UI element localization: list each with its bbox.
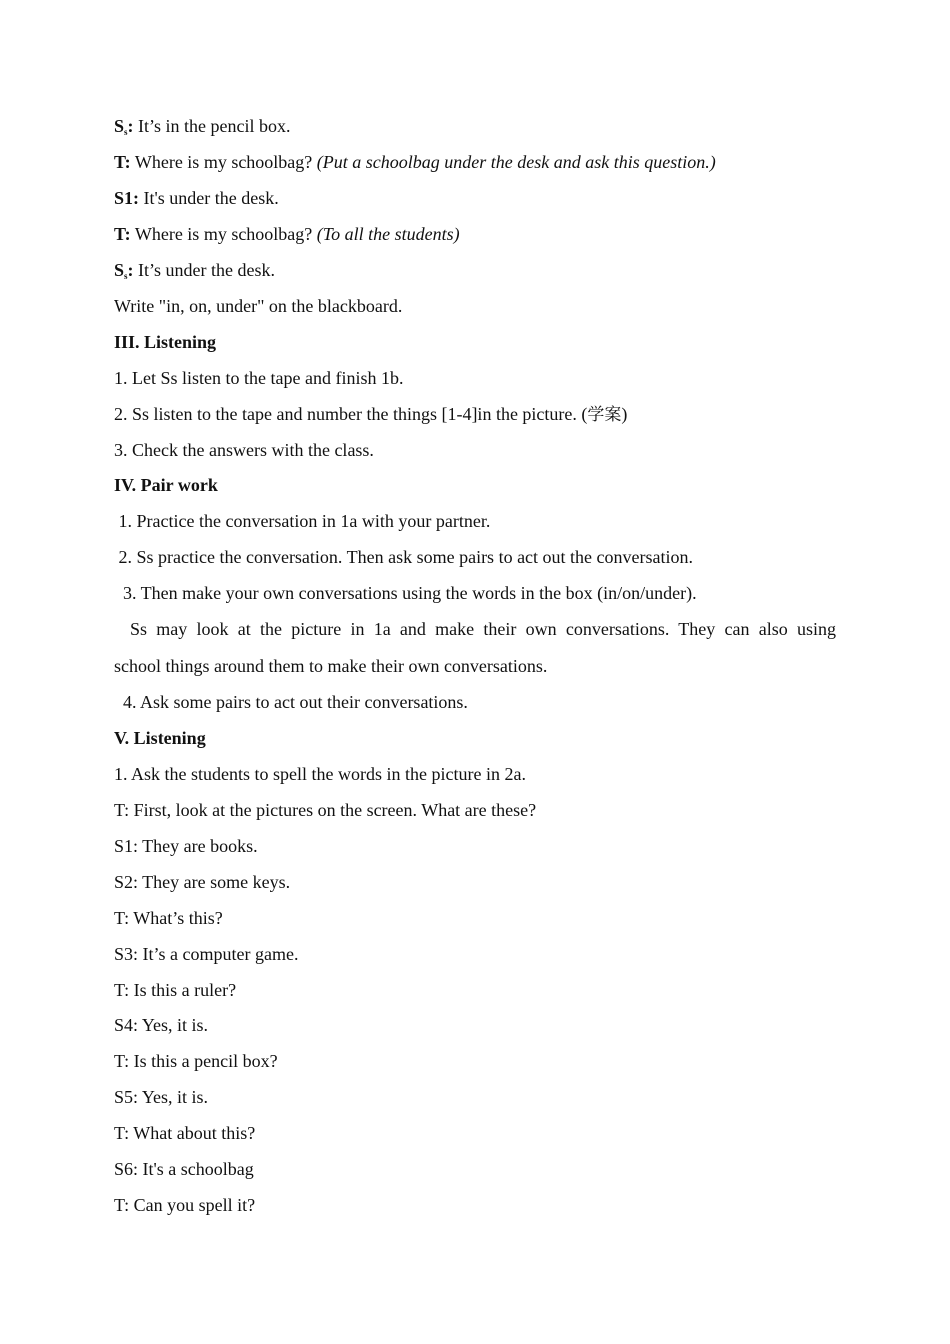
body-line: T: What’s this? (114, 908, 223, 928)
section-heading: III. Listening (114, 332, 217, 352)
body-line: 2. Ss practice the conversation. Then ask some pairs to act out the conversation. (114, 547, 694, 567)
body-line: 3. Then make your own conversations using the words in the box (in/on/under). (114, 583, 697, 603)
line-text: Where is my schoolbag? (130, 224, 317, 244)
body-line: S5: Yes, it is. (114, 1087, 209, 1107)
dialogue-line (114, 187, 836, 209)
body-line (114, 403, 836, 426)
dialogue-line (114, 151, 836, 173)
stage-direction: (To all the students) (316, 224, 460, 244)
body-line: S3: It’s a computer game. (114, 944, 299, 964)
body-line: T: Can you spell it? (114, 1195, 256, 1215)
body-line: Write "in, on, under" on the blackboard. (114, 296, 403, 316)
line-text: It’s in the pencil box. (133, 116, 291, 136)
line-text: It’s under the desk. (133, 260, 275, 280)
body-line: T: Is this a pencil box? (114, 1051, 278, 1071)
body-line: S1: They are books. (114, 836, 258, 856)
body-line: school things around them to make their own conversations. (114, 656, 548, 676)
dialogue-line (114, 115, 836, 143)
line-text: It's under the desk. (139, 188, 279, 208)
body-line: 4. Ask some pairs to act out their conversations. (114, 692, 468, 712)
stage-direction: (Put a schoolbag under the desk and ask this question.) (316, 152, 716, 172)
line-text: Where is my schoolbag? (130, 152, 317, 172)
speaker-colon: : (127, 116, 134, 136)
body-line-justified: Ss may look at the picture in 1a and make their own conversations. They can also using (130, 619, 836, 639)
body-line: T: First, look at the pictures on the screen. What are these? (114, 800, 537, 820)
body-line: 1. Ask the students to spell the words in the picture in 2a. (114, 764, 526, 784)
section-heading: IV. Pair work (114, 475, 218, 495)
cjk-note: 学案 (587, 405, 622, 425)
section-heading: V. Listening (114, 728, 206, 748)
body-line: S6: It's a schoolbag (114, 1159, 254, 1179)
body-line: 1. Let Ss listen to the tape and finish 1b. (114, 368, 404, 388)
line-text: 2. Ss listen to the tape and number the things [1-4]in the picture. ( (114, 404, 588, 424)
body-line: 1. Practice the conversation in 1a with your partner. (114, 511, 491, 531)
speaker-label: T: (114, 224, 131, 244)
line-tail: ) (621, 404, 628, 424)
speaker-subscript: s (124, 271, 128, 281)
speaker-colon: : (127, 260, 134, 280)
body-line: T: What about this? (114, 1123, 256, 1143)
body-line: T: Is this a ruler? (114, 980, 237, 1000)
dialogue-line (114, 259, 836, 287)
speaker-subscript: s (124, 127, 128, 137)
speaker-label: S (114, 260, 125, 280)
body-line: 3. Check the answers with the class. (114, 440, 374, 460)
speaker-label: T: (114, 152, 131, 172)
dialogue-line (114, 223, 836, 245)
body-line: S4: Yes, it is. (114, 1015, 209, 1035)
speaker-label: S1: (114, 188, 140, 208)
speaker-label: S (114, 116, 125, 136)
body-line: S2: They are some keys. (114, 872, 291, 892)
